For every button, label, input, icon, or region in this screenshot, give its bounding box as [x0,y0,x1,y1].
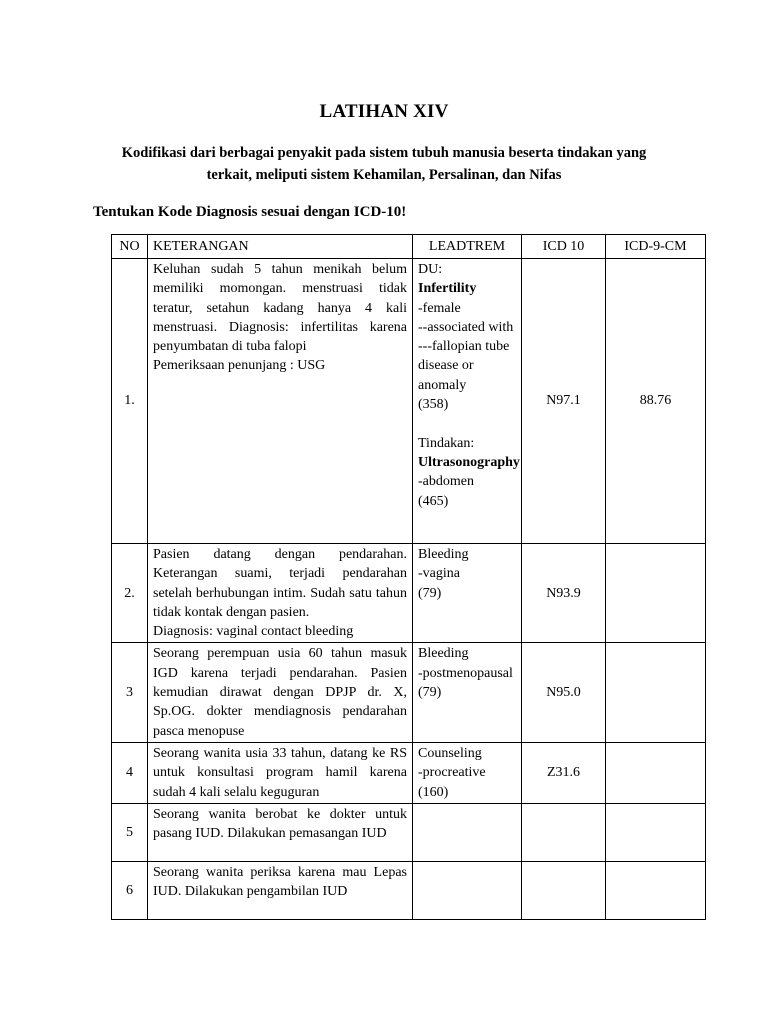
leadtrem-line: ---fallopian tube disease or anomaly [418,339,510,393]
leadtrem-line [418,414,516,433]
table-row [112,643,706,742]
row-icd9cm [606,803,706,861]
row-keterangan [148,803,413,861]
row-icd10: Z31.6 [522,742,606,803]
header-leadtrem: LEADTREM [413,235,522,259]
diagnosis-table [111,234,706,920]
leadtrem-line: Infertility [418,281,477,297]
leadtrem-line: -abdomen [418,474,474,490]
row-icd10 [522,861,606,919]
row-leadtrem [413,643,522,742]
row-number: 6 [112,861,148,919]
header-icd10: ICD 10 [522,235,606,259]
document-title: LATIHAN XIV [319,101,449,122]
row-keterangan [148,742,413,803]
leadtrem-line: (79) [418,585,442,601]
leadtrem-line: Bleeding [418,547,469,562]
row-icd9cm: 88.76 [606,259,706,544]
row-icd9cm [606,742,706,803]
row-keterangan [148,861,413,919]
table-row [112,803,706,861]
leadtrem-line: -procreative [418,765,486,781]
row-number: 1. [112,259,148,544]
leadtrem-line: (160) [418,784,449,800]
row-keterangan [148,643,413,742]
keterangan-text: Seorang perempuan usia 60 tahun masuk IGD karena terjadi pendarahan. Pasien kemudian dirawat dengan DPJP dr. X, Sp.OG. dokter mendiagnosis pendarahan pasca menopuse [153,646,407,739]
keterangan-text: Seorang wanita periksa karena mau Lepas IUD. Dilakukan pengambilan IUD [153,864,407,900]
table-body [112,259,706,920]
row-icd9cm [606,643,706,742]
row-icd9cm [606,861,706,919]
row-number: 5 [112,803,148,861]
header-icd9cm: ICD-9-CM [606,235,706,259]
keterangan-text: Seorang wanita usia 33 tahun, datang ke RS untuk konsultasi program hamil karena sudah 4 kali selalu keguguran [153,745,407,800]
keterangan-extra-text: Diagnosis: vaginal contact bleeding [153,624,354,640]
leadtrem-line: -vagina [418,566,460,582]
instruction-text: Tentukan Kode Diagnosis sesuai dengan ICD-10! [93,204,407,220]
document-subtitle: Kodifikasi dari berbagai penyakit pada sistem tubuh manusia beserta tindakan yang terkait, meliputi sistem Kehamilan, Persalinan, dan Nifas [121,145,647,183]
leadtrem-line: -postmenopausal [418,665,513,681]
leadtrem-line: Bleeding [418,646,469,662]
table-header-row [112,235,706,259]
keterangan-text: Pasien datang dengan pendarahan. Keterangan suami, terjadi pendarahan setelah berhubungan intim. Sudah satu tahun tidak kontak dengan pasien. [153,547,407,620]
row-number: 4 [112,742,148,803]
leadtrem-line: Tindakan: [418,435,475,451]
row-number: 2. [112,544,148,643]
leadtrem-line: -female [418,300,461,316]
leadtrem-line: (358) [418,397,449,413]
table-row [112,544,706,643]
header-keterangan: KETERANGAN [148,235,413,259]
leadtrem-line: --associated with [418,319,514,335]
leadtrem-line: (465) [418,493,449,509]
leadtrem-line: Ultrasonography [418,454,520,470]
row-leadtrem [413,544,522,643]
row-icd10: N95.0 [522,643,606,742]
keterangan-text: Keluhan sudah 5 tahun menikah belum memiliki momongan. menstruasi tidak teratur, setahun kadang hanya 4 kali menstruasi. Diagnosis: infertilitas karena penyumbatan di tuba falopi [153,262,407,355]
keterangan-extra-text: Pemeriksaan penunjang : USG [153,358,326,374]
row-leadtrem [413,803,522,861]
table-row [112,742,706,803]
row-icd10 [522,803,606,861]
row-icd10: N97.1 [522,259,606,544]
row-keterangan [148,259,413,544]
leadtrem-line: Counseling [418,745,482,761]
table-row [112,259,706,544]
row-leadtrem [413,259,522,544]
row-leadtrem [413,861,522,919]
row-icd9cm [606,544,706,643]
header-no: NO [112,235,148,259]
leadtrem-line: (79) [418,685,442,701]
keterangan-text: Seorang wanita berobat ke dokter untuk pasang IUD. Dilakukan pemasangan IUD [153,806,407,842]
leadtrem-line: DU: [418,262,443,277]
row-number: 3 [112,643,148,742]
row-icd10: N93.9 [522,544,606,643]
row-keterangan [148,544,413,643]
row-leadtrem [413,742,522,803]
table-row [112,861,706,919]
